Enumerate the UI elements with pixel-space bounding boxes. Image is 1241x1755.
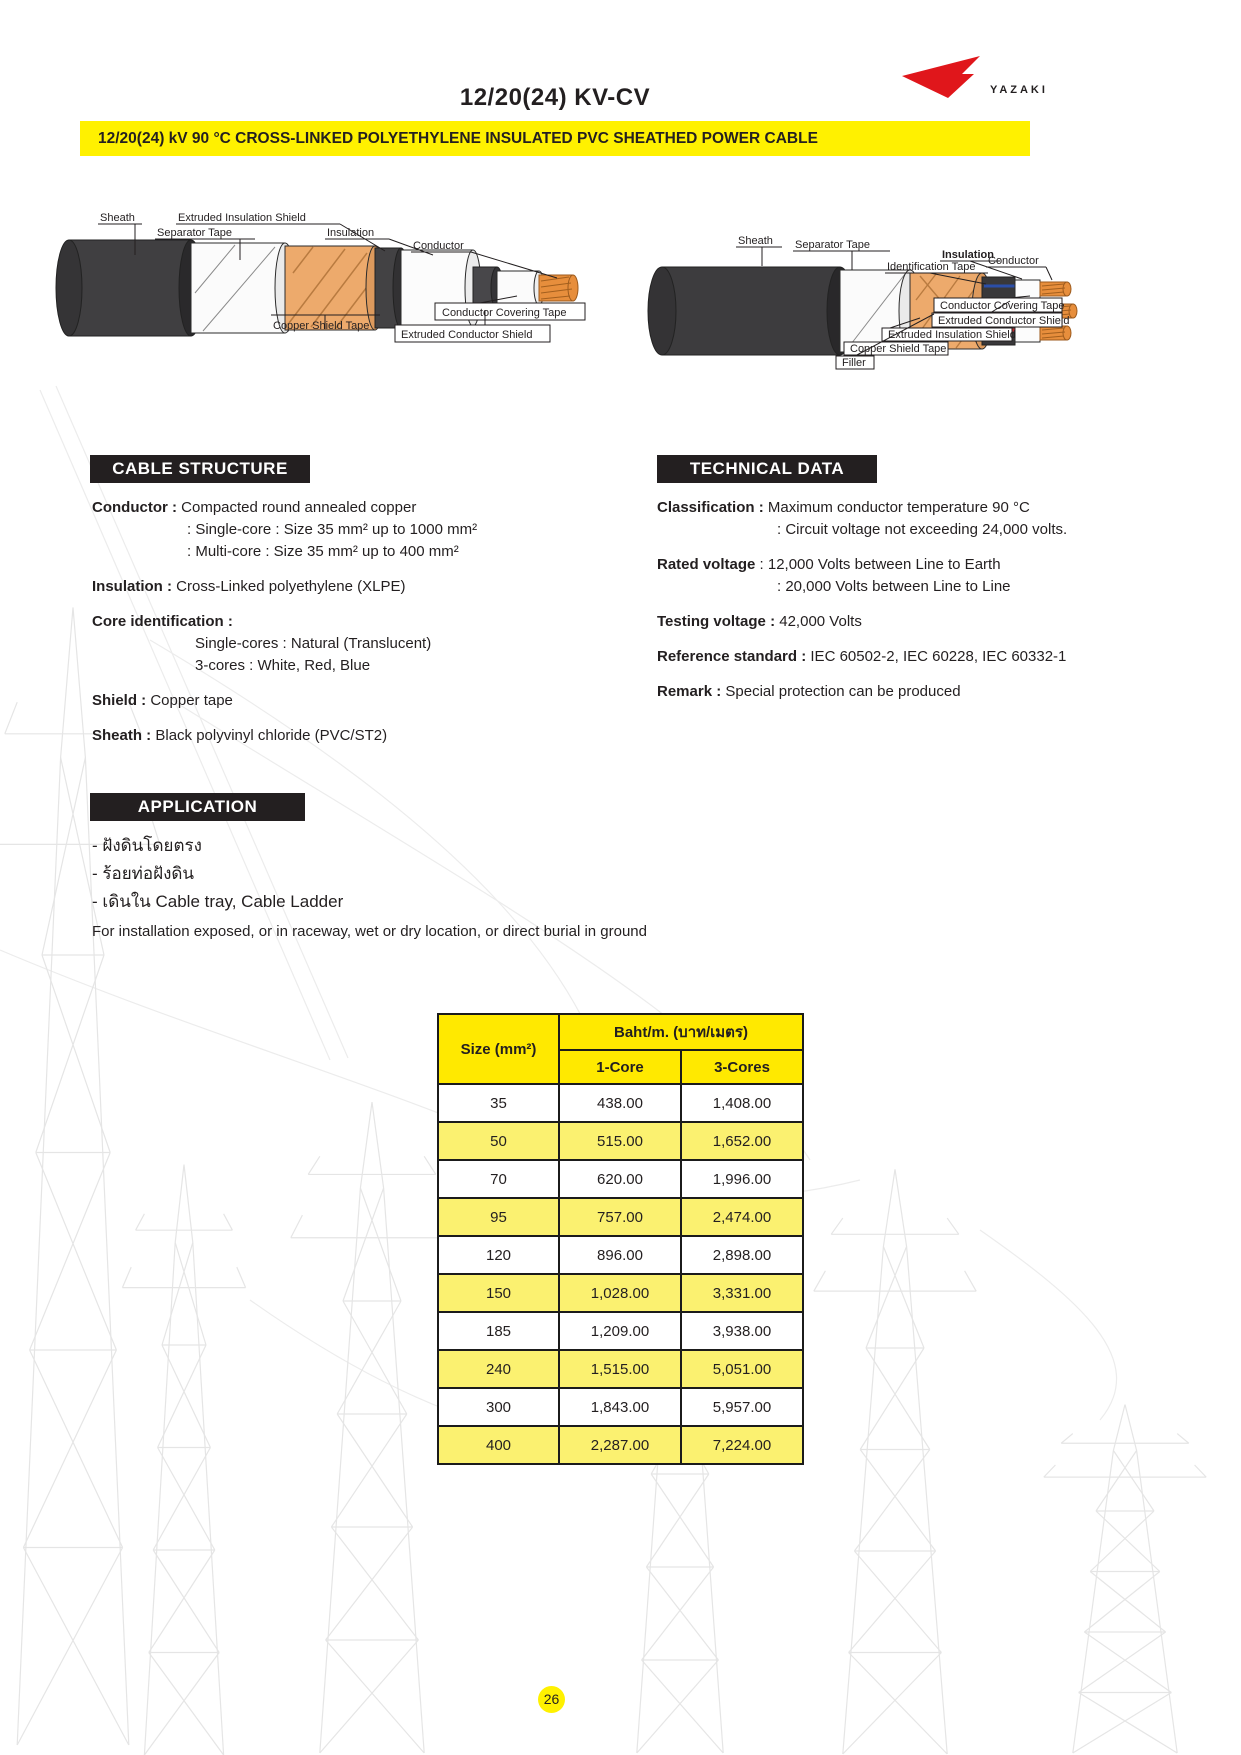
- label-extruded-conductor-shield: Extruded Conductor Shield: [401, 329, 533, 341]
- conductor-text: Compacted round annealed copper: [181, 499, 417, 516]
- label-sheath: Sheath: [738, 235, 773, 247]
- table-cell: 896.00: [559, 1236, 681, 1274]
- classification-label: Classification :: [657, 499, 764, 516]
- cable-structure-section: [92, 497, 582, 747]
- section-heading-technical-data: TECHNICAL DATA: [657, 455, 877, 483]
- label-insulation: Insulation: [327, 227, 375, 239]
- table-row: [438, 1274, 803, 1312]
- price-table-body: [438, 1084, 803, 1464]
- application-item: - เดินใน Cable tray, Cable Ladder: [92, 892, 344, 911]
- table-row: [438, 1350, 803, 1388]
- table-cell: 1,515.00: [559, 1350, 681, 1388]
- price-table-group-header: Baht/m. (บาท/เมตร): [559, 1014, 803, 1050]
- application-item: - ฝังดินโดยตรง: [92, 836, 202, 855]
- three-core-cable-diagram: [590, 200, 1090, 370]
- table-cell: 50: [438, 1122, 559, 1160]
- application-note: For installation exposed, or in raceway, wet or dry location, or direct burial in ground: [92, 923, 647, 940]
- table-cell: 5,957.00: [681, 1388, 803, 1426]
- table-cell: 240: [438, 1350, 559, 1388]
- product-banner: [80, 121, 1030, 156]
- application-item: - ร้อยท่อฝังดิน: [92, 864, 195, 883]
- table-cell: 1,209.00: [559, 1312, 681, 1350]
- product-banner-text: 12/20(24) kV 90 °C CROSS-LINKED POLYETHYLENE INSULATED PVC SHEATHED POWER CABLE: [98, 130, 818, 147]
- section-heading-cable-structure: CABLE STRUCTURE: [90, 455, 310, 483]
- label-copper-shield-tape: Copper Shield Tape: [850, 343, 947, 355]
- table-cell: 300: [438, 1388, 559, 1426]
- table-cell: 1,843.00: [559, 1388, 681, 1426]
- table-row: [438, 1160, 803, 1198]
- label-conductor-covering-tape: Conductor Covering Tape: [442, 307, 567, 319]
- table-cell: 1,652.00: [681, 1122, 803, 1160]
- label-identification-tape: Identification Tape: [887, 261, 976, 273]
- testing-voltage-text: 42,000 Volts: [779, 613, 862, 630]
- insulation-label: Insulation :: [92, 578, 172, 595]
- core-identification-label: Core identification :: [92, 613, 233, 630]
- rated-voltage-text-2: : 20,000 Volts between Line to Line: [777, 578, 1011, 595]
- table-cell: 1,996.00: [681, 1160, 803, 1198]
- price-table: [437, 1013, 804, 1465]
- shield-label: Shield :: [92, 692, 147, 709]
- table-cell: 438.00: [559, 1084, 681, 1122]
- remark-text: Special protection can be produced: [725, 683, 961, 700]
- table-cell: 2,474.00: [681, 1198, 803, 1236]
- testing-voltage-label: Testing voltage :: [657, 613, 776, 630]
- table-row: [438, 1312, 803, 1350]
- conductor-label: Conductor :: [92, 499, 177, 516]
- table-cell: 3,938.00: [681, 1312, 803, 1350]
- label-conductor-covering-tape: Conductor Covering Tape: [940, 300, 1065, 312]
- label-copper-shield-tape: Copper Shield Tape: [273, 320, 370, 332]
- shield-text: Copper tape: [150, 692, 233, 709]
- table-cell: 5,051.00: [681, 1350, 803, 1388]
- classification-text-2: : Circuit voltage not exceeding 24,000 volts.: [777, 521, 1068, 538]
- table-cell: 150: [438, 1274, 559, 1312]
- application-section: [92, 832, 812, 940]
- table-cell: 400: [438, 1426, 559, 1464]
- table-cell: 1,408.00: [681, 1084, 803, 1122]
- table-cell: 620.00: [559, 1160, 681, 1198]
- label-separator-tape: Separator Tape: [157, 227, 233, 239]
- table-cell: 757.00: [559, 1198, 681, 1236]
- label-extruded-conductor-shield: Extruded Conductor Shield: [938, 315, 1070, 327]
- reference-standard-text: IEC 60502-2, IEC 60228, IEC 60332-1: [810, 648, 1067, 665]
- insulation-text: Cross-Linked polyethylene (XLPE): [176, 578, 406, 595]
- conductor-text-3: : Multi-core : Size 35 mm² up to 400 mm²: [187, 543, 459, 560]
- label-conductor: Conductor: [413, 240, 464, 252]
- reference-standard-label: Reference standard :: [657, 648, 807, 665]
- page-title: 12/20(24) KV-CV: [459, 84, 651, 111]
- sheath-text: Black polyvinyl chloride (PVC/ST2): [155, 727, 388, 744]
- table-cell: 2,898.00: [681, 1236, 803, 1274]
- price-table-col-1core: 1-Core: [559, 1050, 681, 1084]
- label-filler: Filler: [842, 357, 866, 369]
- table-cell: 120: [438, 1236, 559, 1274]
- label-insulation: Insulation: [942, 249, 994, 261]
- table-cell: 1,028.00: [559, 1274, 681, 1312]
- table-cell: 7,224.00: [681, 1426, 803, 1464]
- rated-voltage-label: Rated voltage: [657, 556, 756, 573]
- page-number-badge: 26: [538, 1686, 565, 1713]
- label-separator-tape: Separator Tape: [795, 239, 871, 251]
- table-row: [438, 1084, 803, 1122]
- sheath-label: Sheath :: [92, 727, 152, 744]
- table-cell: 70: [438, 1160, 559, 1198]
- price-table-col-3cores: 3-Cores: [681, 1050, 803, 1084]
- table-cell: 515.00: [559, 1122, 681, 1160]
- label-conductor: Conductor: [988, 255, 1039, 267]
- table-cell: 3,331.00: [681, 1274, 803, 1312]
- label-extruded-insulation-shield: Extruded Insulation Shield: [888, 329, 1016, 341]
- table-row: [438, 1388, 803, 1426]
- section-heading-application: APPLICATION: [90, 793, 305, 821]
- table-cell: 2,287.00: [559, 1426, 681, 1464]
- label-extruded-insulation-shield: Extruded Insulation Shield: [178, 212, 306, 224]
- rated-voltage-text-1: : 12,000 Volts between Line to Earth: [759, 556, 1001, 573]
- classification-text-1: Maximum conductor temperature 90 °C: [767, 499, 1030, 516]
- table-row: [438, 1236, 803, 1274]
- table-row: [438, 1122, 803, 1160]
- remark-label: Remark :: [657, 683, 722, 700]
- conductor-text-2: : Single-core : Size 35 mm² up to 1000 mm²: [187, 521, 478, 538]
- table-cell: 185: [438, 1312, 559, 1350]
- price-table-size-header: Size (mm²): [438, 1014, 559, 1084]
- table-cell: 35: [438, 1084, 559, 1122]
- brand-name: YAZAKI: [990, 84, 1048, 96]
- core-identification-text-2: 3-cores : White, Red, Blue: [195, 657, 371, 674]
- technical-data-section: [657, 497, 1177, 703]
- table-row: [438, 1198, 803, 1236]
- single-core-cable-diagram: [45, 203, 595, 368]
- table-row: [438, 1426, 803, 1464]
- core-identification-text-1: Single-cores : Natural (Translucent): [195, 635, 432, 652]
- table-cell: 95: [438, 1198, 559, 1236]
- label-sheath: Sheath: [100, 212, 135, 224]
